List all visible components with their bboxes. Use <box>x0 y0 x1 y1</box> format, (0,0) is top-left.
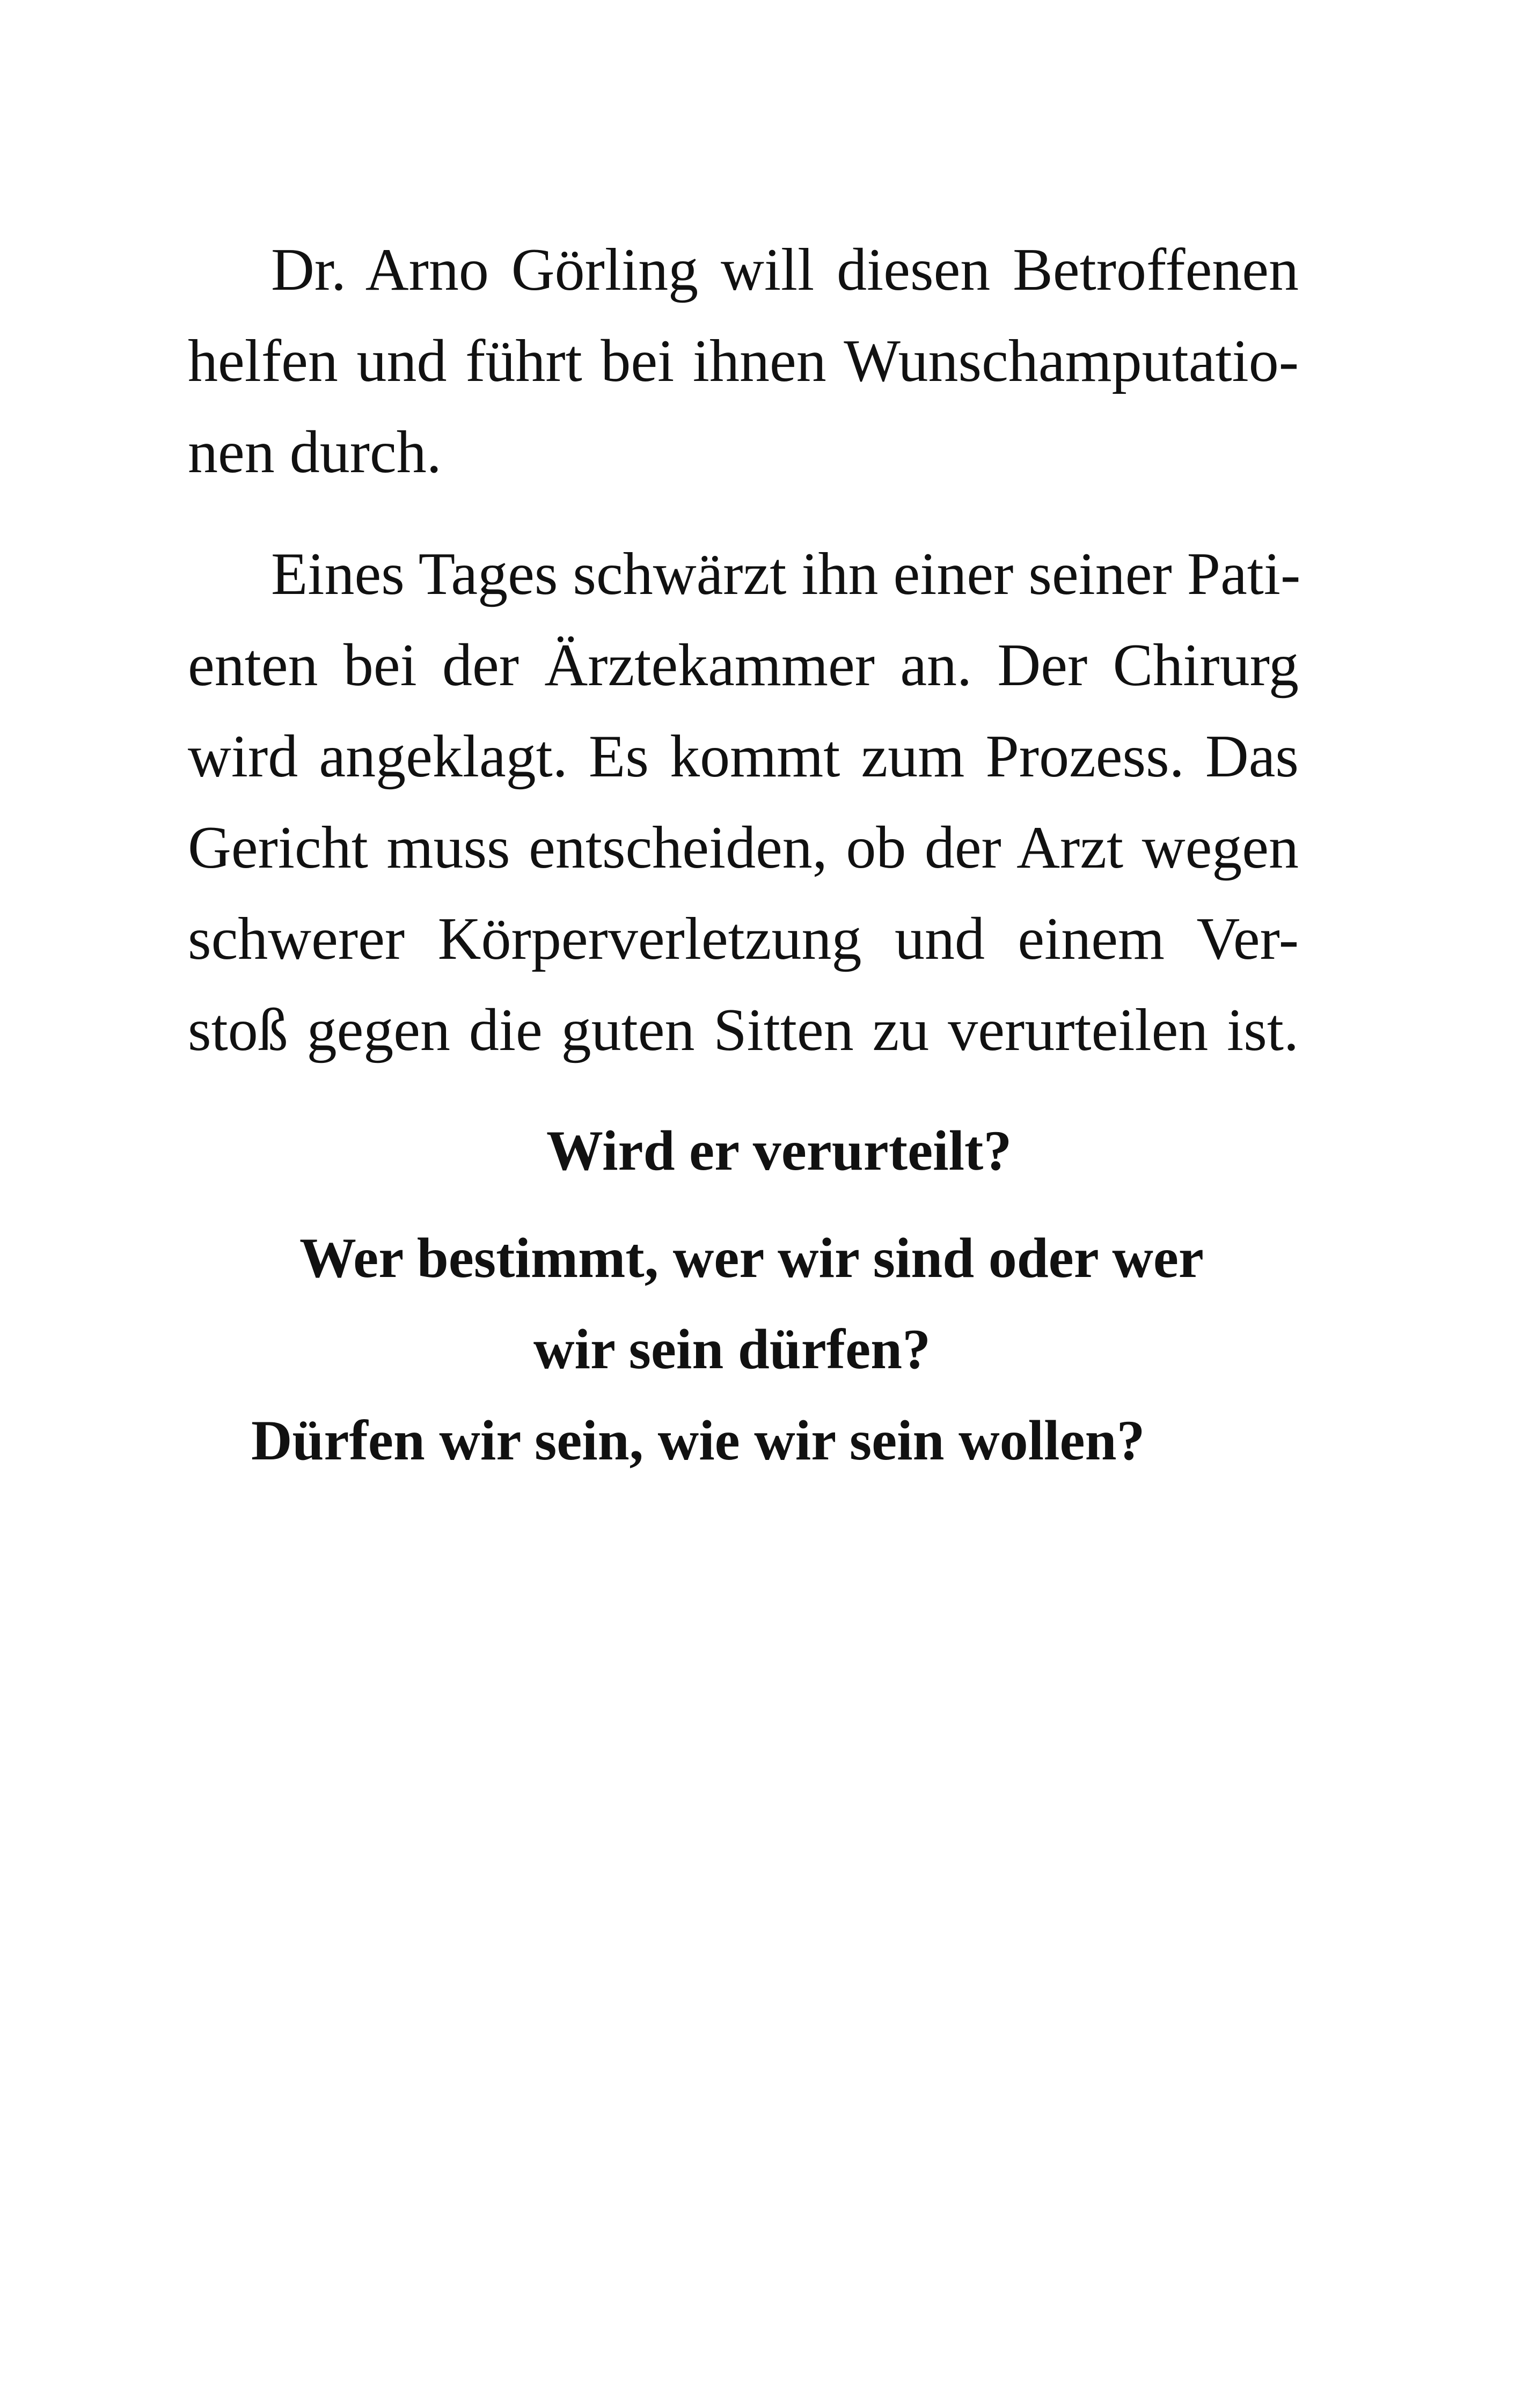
paragraph-2-line-5: schwerer Körperverletzung und einem Ver- <box>188 906 1299 972</box>
paragraph-2-line-4: Gericht muss entscheiden, ob der Arzt wegen <box>188 814 1299 881</box>
paragraph-1-line-3: nen durch. <box>188 419 442 486</box>
paragraph-2-line-6: stoß gegen die guten Sitten zu verurteilen ist. <box>188 997 1299 1063</box>
paragraph-2-line-2: enten bei der Ärztekammer an. Der Chirurg <box>188 632 1299 699</box>
paragraph-2-line-1: Eines Tages schwärzt ihn einer seiner Pati- <box>271 541 1301 607</box>
paragraph-1-line-2: helfen und führt bei ihnen Wunschamputatio- <box>188 328 1299 394</box>
paragraph-2-line-3: wird angeklagt. Es kommt zum Prozess. Das <box>188 723 1299 790</box>
question-may-we-be: Dürfen wir sein, wie wir sein wollen? <box>251 1409 1145 1472</box>
question-will-he-be-convicted: Wird er verurteilt? <box>546 1119 1012 1182</box>
question-who-decides-line-2: wir sein dürfen? <box>533 1318 931 1381</box>
paragraph-1-line-1: Dr. Arno Görling will diesen Betroffenen <box>271 237 1299 303</box>
question-who-decides-line-1: Wer bestimmt, wer wir sind oder wer <box>299 1227 1204 1289</box>
